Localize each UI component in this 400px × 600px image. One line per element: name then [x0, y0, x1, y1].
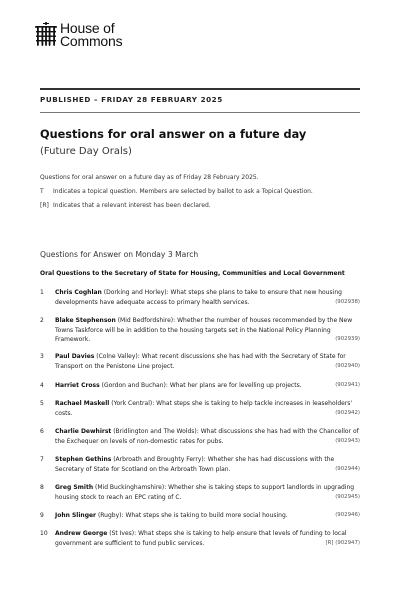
member-name: Harriet Cross — [55, 382, 100, 389]
page-subtitle: (Future Day Orals) — [40, 146, 132, 157]
question-ref: (902946) — [335, 512, 360, 518]
logo-line-1: House of — [60, 20, 115, 36]
constituency: (Arbroath and Broughty Ferry) — [113, 456, 204, 463]
constituency: (York Central) — [111, 400, 153, 407]
question-ref: (902938) — [335, 298, 360, 305]
question-number: 2 — [40, 317, 44, 324]
constituency: (Rugby) — [97, 512, 122, 519]
question-ref: (902941) — [335, 382, 360, 388]
member-name: Blake Stephenson — [55, 317, 116, 324]
portcullis-icon — [35, 22, 57, 46]
member-name: John Slinger — [55, 512, 97, 519]
constituency: (Bridlington and The Wolds) — [113, 428, 197, 435]
logo-wordmark — [60, 22, 122, 48]
bottom-rule — [40, 112, 360, 113]
logo-line-2: Commons — [60, 33, 123, 49]
member-name: Paul Davies — [55, 353, 95, 360]
legend-topical — [40, 188, 360, 195]
document-page: House of Commons PUBLISHED – FRIDAY 28 FEBRUARY 2025 Questions for oral answer on a future day (Future Day Orals) Questions for oral answer on a future day as of Friday 28 February 2025. T Indicates a topical question. Members are selected by ballot to ask a Topical Question. [R] Indicates that a relevant interest has been declared. Questions for Answer on Monday 3 March Oral Questions to the Secretary of State for Housing, Communities and Local Government 1 Chris Coghlan (Dorking and Horley): What steps she plans to take to ensure that new housing developments have adequate access to primary health services. (902938) 2 Blake Stephenson (Mid Bedfordshire): Whether the number of houses recommended by the New Towns Taskforce will be in addition to the housing targets set in the National Policy Planning Framework. (902939) 3 Paul Davies (Colne Valley): What recent discussions she has had with the Secretary of State for Transport on the Penistone Line project. (902940) 4 Harriet Cross (Gordon and Buchan): What her plans are for levelling up projects. (902941) 5 Rachael Maskell (York Central): What steps she is taking to help tackle increases in leaseholders' costs. (902942) 6 Charlie Dewhirst (Bridlington and The Wolds): What discussions she has had with the Chancellor of the Exchequer on levels of non-domestic rates for pubs. (902943) 7 Stephen Gethins (Arbroath and Broughty Ferry): Whether she has had discussions with the Secretary of State for Scotland on the Arbroath Town plan. (902944) 8 Greg Smith (Mid Buckinghamshire): Whether she is taking steps to support landlords in upgrading housing stock to reach an EPC rating of C. (902945) 9 John Slinger (Rugby): What steps she is taking to build more social housing. (902946) 10 Andrew George (St Ives): What steps she is taking to help ensure that levels of funding to local government are sufficient to fund public services. [R] (902947) — [0, 0, 400, 600]
day-heading: Questions for Answer on Monday 3 March — [40, 250, 199, 259]
question-text: What steps she is taking to help tackle increases in leaseholders' costs. — [55, 400, 353, 417]
question-number: 7 — [40, 456, 44, 463]
constituency: (Dorking and Horley) — [103, 289, 167, 296]
question-number: 10 — [40, 530, 48, 537]
question-ref: [R] (902947) — [325, 539, 360, 546]
question-number: 4 — [40, 382, 44, 389]
question-number: 1 — [40, 289, 44, 296]
published-date: PUBLISHED – FRIDAY 28 FEBRUARY 2025 — [40, 95, 223, 104]
top-rule — [40, 88, 360, 90]
constituency: (Gordon and Buchan) — [101, 382, 166, 389]
member-name: Rachael Maskell — [55, 400, 110, 407]
member-name: Stephen Gethins — [55, 456, 112, 463]
question-ref: (902939) — [335, 336, 360, 343]
member-name: Andrew George — [55, 530, 108, 537]
question-text: What steps she is taking to help ensure that levels of funding to local government are sufficient to fund public services. — [55, 530, 347, 547]
legend-key: [R] — [40, 202, 49, 209]
page-title: Questions for oral answer on a future day — [40, 128, 307, 141]
intro-text: Questions for oral answer on a future day as of Friday 28 February 2025. — [40, 174, 259, 181]
constituency: (Mid Bedfordshire) — [117, 317, 174, 324]
constituency: (Colne Valley) — [96, 353, 138, 360]
member-name: Chris Coghlan — [55, 289, 102, 296]
question-number: 9 — [40, 512, 44, 519]
house-of-commons-logo — [35, 22, 122, 48]
question-ref: (902943) — [335, 437, 360, 444]
member-name: Charlie Dewhirst — [55, 428, 112, 435]
question-ref: (902945) — [335, 493, 360, 500]
legend-key: T — [40, 188, 44, 195]
question-text: What discussions she has had with the Chancellor of the Exchequer on levels of non-domestic rates for pubs. — [55, 428, 359, 445]
member-name: Greg Smith — [55, 484, 94, 491]
question-text: Whether she has had discussions with the Secretary of State for Scotland on the Arbroath Town plan. — [55, 456, 335, 473]
question-number: 5 — [40, 400, 44, 407]
constituency: (Mid Buckinghamshire) — [95, 484, 165, 491]
question-text: Whether the number of houses recommended by the New Towns Taskforce will be in addition to the housing targets set in the National Policy Planning Framework. — [55, 317, 353, 344]
question-number: 8 — [40, 484, 44, 491]
department-heading: Oral Questions to the Secretary of State for Housing, Communities and Local Government — [40, 270, 345, 277]
legend-text: Indicates that a relevant interest has been declared. — [53, 202, 211, 209]
question-text: What recent discussions she has had with the Secretary of State for Transport on the Penistone Line project. — [55, 353, 346, 370]
legend-text: Indicates a topical question. Members are selected by ballot to ask a Topical Question. — [53, 188, 313, 195]
question-ref: (902940) — [335, 362, 360, 369]
question-ref: (902942) — [335, 409, 360, 416]
question-ref: (902944) — [335, 465, 360, 472]
question-text: What steps she plans to take to ensure that new housing developments have adequate access to primary health services. — [55, 289, 342, 306]
question-number: 6 — [40, 428, 44, 435]
question-text: Whether she is taking steps to support landlords in upgrading housing stock to reach an EPC rating of C. — [55, 484, 355, 501]
question-text: What her plans are for levelling up projects. — [169, 382, 302, 389]
question-text: What steps she is taking to build more social housing. — [125, 512, 288, 519]
legend-interest — [40, 202, 360, 209]
constituency: (St Ives) — [109, 530, 135, 537]
question-number: 3 — [40, 353, 44, 360]
